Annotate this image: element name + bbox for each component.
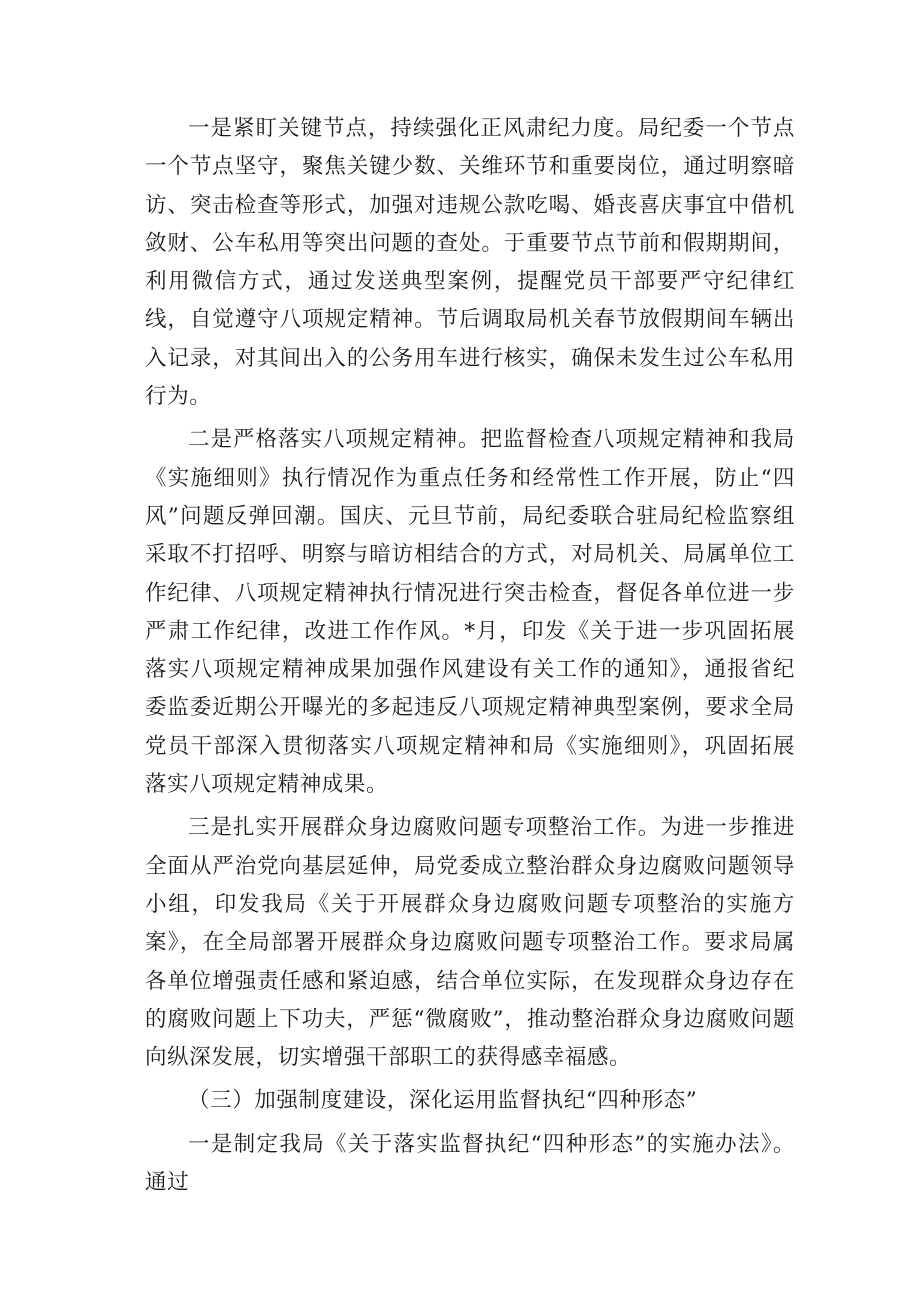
document-body xyxy=(145,110,795,1207)
paragraph-eight-rules: 二是严格落实八项规定精神。把监督检查八项规定精神和我局《实施细则》执行情况作为重点任务和经常性工作开展，防止“四风”问题反弹回潮。国庆、元旦节前，局纪委联合驻局纪检监察组采取不打招呼、明察与暗访相结合的方式，对局机关、局属单位工作纪律、八项规定精神执行情况进行突击检查，督促各单位进一步严肃工作纪律，改进工作作风。*月，印发《关于进一步巩固拓展落实八项规定精神成果加强作风建设有关工作的通知》，通报省纪委监委近期公开曝光的多起违反八项规定精神典型案例，要求全局党员干部深入贯彻落实八项规定精神和局《实施细则》，巩固拓展落实八项规定精神成果。 xyxy=(145,427,795,798)
paragraph-four-forms: 一是制定我局《关于落实监督执纪“四种形态”的实施办法》。通过 xyxy=(145,1131,795,1196)
section-heading: （三）加强制度建设，深化运用监督执纪“四种形态” xyxy=(188,1088,698,1114)
paragraph-key-nodes: 一是紧盯关键节点，持续强化正风肃纪力度。局纪委一个节点一个节点坚守，聚焦关键少数、关维环节和重要岗位，通过明察暗访、突击检查等形式，加强对违规公款吃喝、婚丧喜庆事宜中借机敛财、公车私用等突出问题的查处。于重要节点节前和假期期间，利用微信方式，通过发送典型案例，提醒党员干部要严守纪律红线，自觉遵守八项规定精神。节后调取局机关春节放假期间车辆出入记录，对其间出入的公务用车进行核实，确保未发生过公车私用行为。 xyxy=(145,116,795,410)
paragraph-corruption-rectification: 三是扎实开展群众身边腐败问题专项整治工作。为进一步推进全面从严治党向基层延伸，局党委成立整治群众身边腐败问题领导小组，印发我局《关于开展群众身边腐败问题专项整治的实施方案》，在全局部署开展群众身边腐败问题专项整治工作。要求局属各单位增强责任感和紧迫感，结合单位实际，在发现群众身边存在的腐败问题上下功夫，严惩“微腐败”，推动整治群众身边腐败问题向纵深发展，切实增强干部职工的获得感幸福感。 xyxy=(145,815,795,1071)
